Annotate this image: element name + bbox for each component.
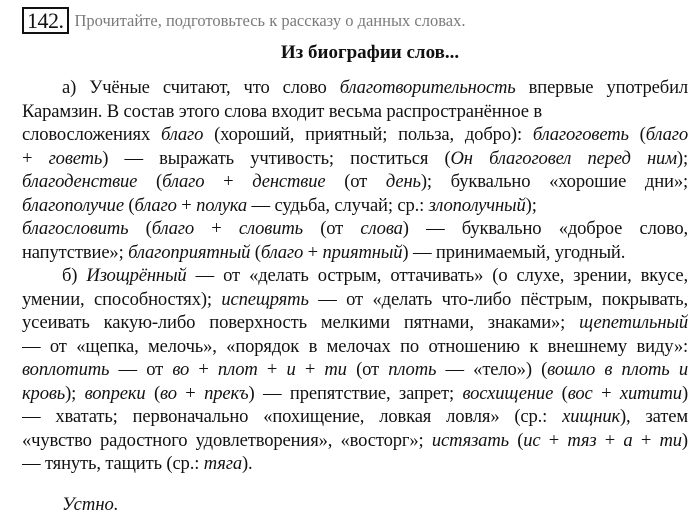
text-segment: (от xyxy=(346,359,389,380)
text-segment: — тянуть, тащить (ср.: xyxy=(22,453,204,474)
italic-word: слова xyxy=(360,218,403,239)
text-line xyxy=(22,452,688,476)
text-line xyxy=(22,429,688,453)
text-segment: впервые употребил xyxy=(515,77,688,98)
text-segment: ); xyxy=(676,147,688,169)
text-segment: + xyxy=(176,382,205,404)
text-line xyxy=(22,123,688,147)
text-segment: «чувство радостного удовлетворения», «восторг»; xyxy=(22,429,432,451)
text-segment: ) — буквально «доброе слово, xyxy=(402,218,688,239)
italic-word: вопреки xyxy=(84,382,146,404)
italic-word: во xyxy=(172,359,190,380)
italic-word: вос xyxy=(567,382,593,404)
text-line xyxy=(22,76,688,100)
exercise-instruction: Прочитайте, подготовьтесь к рассказу о данных словах. xyxy=(74,10,466,30)
text-line xyxy=(22,170,688,194)
text-segment: ), затем xyxy=(620,406,688,427)
exercise-number: 142. xyxy=(22,7,69,34)
italic-word: плот xyxy=(217,359,258,380)
italic-word: благотворительность xyxy=(339,77,516,98)
italic-word: истязать xyxy=(431,429,509,451)
text-segment: ) xyxy=(681,429,688,451)
italic-word: благо xyxy=(134,194,177,216)
italic-word: благо xyxy=(645,124,688,145)
italic-word: день xyxy=(385,171,421,192)
text-segment: ( xyxy=(123,194,135,216)
text-segment: ( xyxy=(628,124,646,145)
text-line xyxy=(22,100,688,124)
italic-word: благо xyxy=(151,218,195,239)
italic-word: хитити xyxy=(619,382,682,404)
text-segment: — от xyxy=(109,359,173,380)
text-segment: ) xyxy=(681,382,688,404)
italic-word: благоприятный xyxy=(128,241,251,263)
italic-word: ти xyxy=(659,429,682,451)
text-segment: + xyxy=(540,429,568,451)
text-segment: ); xyxy=(525,194,537,216)
italic-word: Изощрённый xyxy=(86,265,187,286)
text-segment: б) xyxy=(62,265,87,286)
text-segment: + xyxy=(176,194,197,216)
italic-word: благополучие xyxy=(22,194,124,216)
text-segment: ( xyxy=(250,241,261,263)
italic-word: полука xyxy=(196,194,248,216)
text-segment: ( xyxy=(137,171,163,192)
text-line xyxy=(22,194,688,218)
italic-word: благо xyxy=(160,124,204,145)
italic-word: ти xyxy=(324,359,347,380)
text-line xyxy=(22,147,688,171)
italic-word: злополучный xyxy=(428,194,526,216)
italic-word: Он благоговел перед ним xyxy=(450,147,677,169)
text-segment: + xyxy=(194,218,239,239)
text-segment: ). xyxy=(241,453,253,474)
text-segment: — судьба, случай; ср.: xyxy=(247,194,429,216)
italic-word: словить xyxy=(238,218,303,239)
text-segment: + xyxy=(303,241,323,263)
italic-word: благоговеть xyxy=(532,124,629,145)
text-segment: + xyxy=(295,359,325,380)
italic-word: денствие xyxy=(252,171,326,192)
italic-word: благословить xyxy=(22,218,129,239)
text-segment: ( xyxy=(145,382,161,404)
text-segment: + xyxy=(189,359,218,380)
italic-word: тяга xyxy=(203,453,242,474)
text-segment: умении, способностях); xyxy=(22,288,222,310)
text-segment: усеивать какую-либо поверхность мелкими пятнами, знаками»; xyxy=(22,312,580,333)
text-segment: ); буквально «хорошие дни»; xyxy=(420,171,688,192)
text-segment: словосложениях xyxy=(22,124,161,145)
italic-word: говеть xyxy=(48,147,103,169)
text-segment: (от xyxy=(302,218,361,239)
text-segment: (от xyxy=(325,171,386,192)
text-segment: + xyxy=(632,429,660,451)
exercise-header xyxy=(22,7,466,34)
italic-word: и xyxy=(286,359,296,380)
text-line xyxy=(22,405,688,429)
text-segment: Карамзин. В состав этого слова входит весьма распространённое в xyxy=(22,100,542,122)
italic-word: благо xyxy=(260,241,304,263)
italic-word: восхищение xyxy=(462,382,554,404)
text-segment: а) Учёные считают, что слово xyxy=(62,77,340,98)
italic-word: приятный xyxy=(322,241,403,263)
text-line xyxy=(22,382,688,406)
italic-word: благо xyxy=(162,171,205,192)
text-segment: напутствие»; xyxy=(22,241,129,263)
italic-word: хищник xyxy=(562,406,621,427)
text-segment: (хороший, приятный; польза, добро): xyxy=(203,124,533,145)
text-body xyxy=(22,76,688,476)
text-segment: ); xyxy=(65,382,85,404)
text-segment: ) — принимаемый, угодный. xyxy=(402,241,626,263)
text-segment: + xyxy=(257,359,287,380)
text-segment: — от «делать что-либо пёстрым, покрывать, xyxy=(308,288,688,310)
text-segment: — от «делать острым, оттачивать» (о слухе, зрении, вкусе, xyxy=(186,265,688,286)
italic-word: благоденствие xyxy=(22,171,138,192)
text-segment: ) — выражать учтивость; поститься ( xyxy=(102,147,451,169)
text-segment: + xyxy=(596,429,624,451)
text-segment: — хватать; первоначально «похищение, ловкая ловля» (ср.: xyxy=(22,406,563,427)
text-segment: ( xyxy=(128,218,152,239)
text-line xyxy=(22,288,688,312)
text-title: Из биографии слов... xyxy=(280,42,460,63)
text-segment: ) — препятствие, запрет; xyxy=(248,382,463,404)
italic-word: ис xyxy=(523,429,541,451)
italic-word: а xyxy=(623,429,633,451)
text-line xyxy=(22,241,688,265)
italic-word: щепетильный xyxy=(579,312,688,333)
italic-word: воплотить xyxy=(22,359,110,380)
italic-word: кровь xyxy=(22,382,66,404)
text-segment: ( xyxy=(508,429,524,451)
text-line xyxy=(22,311,688,335)
text-line xyxy=(22,217,688,241)
text-segment: — от «щепка, мелочь», «порядок в мелочах по отношению к внешнему виду»: xyxy=(22,335,688,357)
italic-word: испещрять xyxy=(221,288,309,310)
text-segment: — «тело») ( xyxy=(436,359,548,380)
footer-note: Устно. xyxy=(62,494,119,515)
italic-word: во xyxy=(160,382,177,404)
text-line xyxy=(22,264,688,288)
text-segment: + xyxy=(204,171,253,192)
text-segment: ( xyxy=(553,382,568,404)
italic-word: вошло в плоть и xyxy=(547,359,688,380)
italic-word: плоть xyxy=(388,359,437,380)
text-line xyxy=(22,358,688,382)
italic-word: прекъ xyxy=(204,382,249,404)
text-segment: + xyxy=(592,382,620,404)
italic-word: тяз xyxy=(567,429,597,451)
text-line xyxy=(22,335,688,359)
text-segment: + xyxy=(22,147,49,169)
